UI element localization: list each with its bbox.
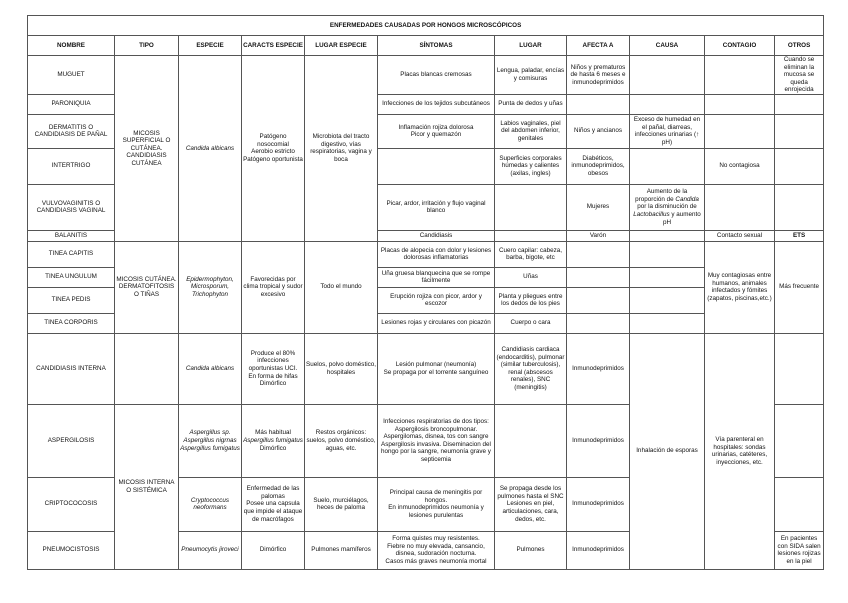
cell-lugar: Lengua, paladar, encías y comisuras	[495, 56, 567, 95]
cell-nombre: CANDIDIASIS INTERNA	[28, 333, 115, 404]
cell-afecta: Inmunodeprimidos	[567, 531, 630, 569]
cell-sintomas: Inflamación rojiza dolorosa Picor y quemazón	[378, 114, 495, 148]
header-nombre: NOMBRE	[28, 36, 115, 56]
caracts-species: Aspergillus fumigatus	[243, 436, 303, 444]
cell-otros: Cuando se eliminan la mucosa se queda enrojecida	[775, 56, 824, 95]
cell-lugar-especie: Restos orgánicos: suelos, polvo doméstico, aguas, etc.	[305, 404, 378, 477]
causa-text-2: por la disminución de	[637, 203, 697, 211]
cell-otros	[775, 184, 824, 230]
cell-nombre: ASPERGILOSIS	[28, 404, 115, 477]
cell-nombre: VULVOVAGINITIS O CANDIDIASIS VAGINAL	[28, 184, 115, 230]
cell-caracts	[242, 404, 305, 477]
cell-lugar	[495, 230, 567, 241]
cell-otros-tinas: Más frecuente	[775, 241, 824, 333]
cell-lugar: Uñas	[495, 267, 567, 287]
cell-contagio	[705, 56, 775, 95]
header-afecta-a: AFECTA A	[567, 36, 630, 56]
cell-nombre: CRIPTOCOCOSIS	[28, 477, 115, 531]
cell-contagio: No contagiosa	[705, 148, 775, 184]
cell-lugar: Planta y pliegues entre los dedos de los pies	[495, 287, 567, 313]
causa-lactobacillus: Lactobacillus	[633, 211, 670, 218]
cell-otros	[775, 148, 824, 184]
cell-afecta: Mujeres	[567, 184, 630, 230]
cell-sintomas: Lesión pulmonar (neumonía) Se propaga por el torrente sanguíneo	[378, 333, 495, 404]
cell-sintomas: Erupción rojiza con picor, ardor y escozor	[378, 287, 495, 313]
cell-afecta	[567, 313, 630, 333]
causa-text-1: Aumento de la proporción de	[635, 188, 688, 203]
cell-otros: ETS	[775, 230, 824, 241]
cell-causa	[630, 148, 705, 184]
table-row-tinea-capitis	[28, 241, 824, 267]
cell-contagio: Contacto sexual	[705, 230, 775, 241]
cell-especie: Cryptococcus neoformans	[179, 477, 242, 531]
cell-causa	[630, 313, 705, 333]
cell-afecta	[567, 287, 630, 313]
header-otros: OTROS	[775, 36, 824, 56]
cell-especie: Pneumocytis jiroveci	[179, 531, 242, 569]
cell-lugar: Pulmones	[495, 531, 567, 569]
header-lugar-especie: LUGAR ESPECIE	[305, 36, 378, 56]
cell-contagio-tinas: Muy contagiosas entre humanos, animales infectados y fómites (zapatos, piscinas,etc.)	[705, 241, 775, 333]
cell-causa	[630, 241, 705, 267]
cell-sintomas: Lesiones rojas y circulares con picazón	[378, 313, 495, 333]
caracts-text-2: Dimórfico	[259, 444, 287, 452]
header-lugar: LUGAR	[495, 36, 567, 56]
cell-contagio	[705, 114, 775, 148]
cell-lugar-especie-superficial: Microbiota del tracto digestivo, vías respiratorias, vagina y boca	[305, 56, 378, 242]
header-tipo: TIPO	[115, 36, 179, 56]
cell-lugar-especie: Suelo, murciélagos, heces de paloma	[305, 477, 378, 531]
cell-caracts-tinas: Favorecidas por clima tropical y sudor excesivo	[242, 241, 305, 333]
cell-causa	[630, 287, 705, 313]
cell-lugar: Candidiasis cardiaca (endocarditis), pulmonar (similar tuberculosis), renal (abscesos renales), SNC (meningitis)	[495, 333, 567, 404]
cell-caracts: Produce el 80% infecciones oportunistas UCI. En forma de hifas Dimórfico	[242, 333, 305, 404]
cell-nombre: TINEA CAPITIS	[28, 241, 115, 267]
cell-afecta: Diabéticos, inmunodeprimidos, obesos	[567, 148, 630, 184]
cell-causa-sistemica: Inhalación de esporas	[630, 333, 705, 569]
cell-lugar-especie: Suelos, polvo doméstico, hospitales	[305, 333, 378, 404]
cell-otros	[775, 333, 824, 404]
cell-especie-tinas: Epidermophyton, Microsporum, Trichophyton	[179, 241, 242, 333]
cell-lugar: Cuero capilar: cabeza, barba, bigote, etc	[495, 241, 567, 267]
cell-lugar: Se propaga desde los pulmones hasta el SNC Lesiones en piel, articulaciones, cara, dedos, etc.	[495, 477, 567, 531]
cell-contagio-sistemica: Vía parenteral en hospitales: sondas urinarias, catéteres, inyecciones, etc.	[705, 333, 775, 569]
cell-afecta: Niños y prematuros de hasta 6 meses e inmunodeprimidos	[567, 56, 630, 95]
cell-nombre: TINEA UNGULUM	[28, 267, 115, 287]
cell-afecta: Niños y ancianos	[567, 114, 630, 148]
cell-nombre: TINEA PEDIS	[28, 287, 115, 313]
causa-candida: Candida	[675, 195, 699, 203]
cell-especie: Candida albicans	[179, 333, 242, 404]
diseases-table	[27, 15, 824, 570]
cell-lugar: Cuerpo o cara	[495, 313, 567, 333]
cell-tipo-superficial: MICOSIS SUPERFICIAL O CUTÁNEA. CANDIDIASIS CUTÁNEA	[115, 56, 179, 242]
cell-afecta	[567, 241, 630, 267]
cell-lugar-especie: Pulmones mamíferos	[305, 531, 378, 569]
cell-contagio	[705, 94, 775, 114]
cell-caracts-superficial: Patógeno nosocomial Aerobio estricto Patógeno oportunista	[242, 56, 305, 242]
cell-lugar	[495, 184, 567, 230]
cell-otros	[775, 94, 824, 114]
cell-lugar: Punta de dedos y uñas	[495, 94, 567, 114]
table-row-muguet	[28, 56, 824, 95]
cell-afecta: Inmunodeprimidos	[567, 404, 630, 477]
cell-nombre: BALANITIS	[28, 230, 115, 241]
cell-nombre: MUGUET	[28, 56, 115, 95]
cell-causa: Exceso de humedad en el pañal, diarreas, infecciones urinarias (↑ pH)	[630, 114, 705, 148]
cell-sintomas: Principal causa de meningitis por hongos. En inmunodeprimidos neumonía y lesiones purulentas	[378, 477, 495, 531]
cell-nombre: PARONIQUIA	[28, 94, 115, 114]
cell-tipo-tinas: MICOSIS CUTÁNEA. DERMATOFITOSIS O TIÑAS	[115, 241, 179, 333]
caracts-text-1: Más habitual	[255, 429, 291, 437]
cell-afecta: Inmunodeprimidos	[567, 333, 630, 404]
header-caracts-especie: CARACTS ESPECIE	[242, 36, 305, 56]
cell-sintomas: Placas de alopecia con dolor y lesiones dolorosas inflamatorias	[378, 241, 495, 267]
header-contagio: CONTAGIO	[705, 36, 775, 56]
cell-nombre: DERMATITIS O CANDIDIASIS DE PAÑAL	[28, 114, 115, 148]
cell-lugar	[495, 404, 567, 477]
cell-sintomas: Placas blancas cremosas	[378, 56, 495, 95]
cell-sintomas: Uña gruesa blanquecina que se rompe fácilmente	[378, 267, 495, 287]
cell-tipo-sistemica: MICOSIS INTERNA O SISTÉMICA	[115, 404, 179, 569]
header-especie: ESPECIE	[179, 36, 242, 56]
cell-contagio	[705, 184, 775, 230]
cell-causa	[630, 56, 705, 95]
cell-sintomas	[378, 148, 495, 184]
header-causa: CAUSA	[630, 36, 705, 56]
header-row	[28, 36, 824, 56]
cell-causa	[630, 94, 705, 114]
cell-otros	[775, 114, 824, 148]
cell-sintomas: Forma quistes muy resistentes. Fiebre no muy elevada, cansancio, disnea, sudoración nocturna. Casos más graves neumonía mortal	[378, 531, 495, 569]
causa-text-3: y aumento pH	[662, 211, 701, 226]
cell-caracts: Enfermedad de las palomas Posee una capsula que impide el ataque de macrófagos	[242, 477, 305, 531]
cell-tipo	[115, 333, 179, 404]
cell-especie-superficial: Candida albicans	[179, 56, 242, 242]
cell-nombre: PNEUMOCISTOSIS	[28, 531, 115, 569]
cell-nombre: INTERTRIGO	[28, 148, 115, 184]
cell-causa	[630, 184, 705, 230]
cell-afecta: Varón	[567, 230, 630, 241]
cell-lugar: Labios vaginales, piel del abdomen inferior, genitales	[495, 114, 567, 148]
table-title: ENFERMEDADES CAUSADAS POR HONGOS MICROSCÓPICOS	[28, 16, 824, 36]
cell-sintomas: Infecciones de los tejidos subcutáneos	[378, 94, 495, 114]
cell-lugar: Superficies corporales húmedas y calientes (axilas, ingles)	[495, 148, 567, 184]
cell-afecta: Inmunodeprimidos	[567, 477, 630, 531]
cell-afecta	[567, 94, 630, 114]
cell-sintomas: Candidiasis	[378, 230, 495, 241]
cell-otros: En pacientes con SIDA salen lesiones rojizas en la piel	[775, 531, 824, 569]
header-sintomas: SÍNTOMAS	[378, 36, 495, 56]
cell-causa	[630, 230, 705, 241]
cell-nombre: TINEA CORPORIS	[28, 313, 115, 333]
cell-sintomas: Infecciones respiratorias de dos tipos: Aspergilosis broncopulmonar. Aspergilomas, disnea, tos con sangre Aspergilosis invasiva. Diseminacion del hongo por la sangre, neumonía grave y septicemia	[378, 404, 495, 477]
table-row-candidiasis-interna	[28, 333, 824, 404]
cell-otros	[775, 404, 824, 477]
cell-causa	[630, 267, 705, 287]
cell-sintomas: Picar, ardor, irritación y flujo vaginal blanco	[378, 184, 495, 230]
cell-afecta	[567, 267, 630, 287]
cell-caracts: Dimórfico	[242, 531, 305, 569]
cell-especie: Aspergillus sp. Aspergillus nigrnas Aspergillus fumigatus	[179, 404, 242, 477]
cell-otros	[775, 477, 824, 531]
cell-lugar-especie-tinas: Todo el mundo	[305, 241, 378, 333]
